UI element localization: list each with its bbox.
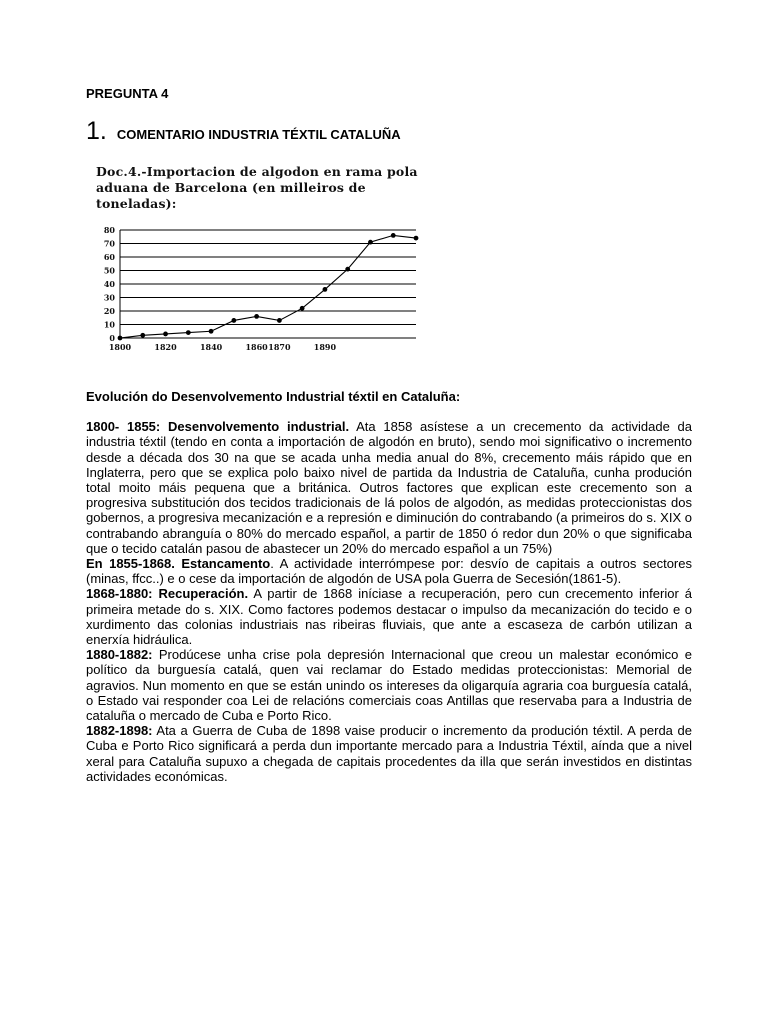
data-point xyxy=(391,233,396,238)
paragraph xyxy=(86,419,692,556)
y-tick-label: 60 xyxy=(103,252,115,262)
document-figure xyxy=(96,164,426,360)
data-point xyxy=(186,330,191,335)
y-tick-label: 30 xyxy=(103,292,115,303)
data-point xyxy=(231,318,236,323)
data-point xyxy=(300,306,305,311)
data-point xyxy=(345,267,350,272)
paragraph xyxy=(86,723,692,784)
x-tick-label: 1890 xyxy=(313,342,337,352)
figure-caption-line-2: aduana de Barcelona (en milleiros de toneladas): xyxy=(96,180,366,211)
data-point xyxy=(277,318,282,323)
data-point xyxy=(414,236,419,241)
paragraph-lead: En 1855-1868. Estancamento xyxy=(86,556,271,572)
y-tick-label: 70 xyxy=(103,238,115,249)
figure-caption xyxy=(96,164,426,212)
paragraph-text: Ata a Guerra de Cuba de 1898 vaise producir o incremento da produción téxtil. A perda de Cuba e Porto Rico significará a perda dun importante mercado para a Industria Téxtil, aínda que a nivel xeral para Cataluña supuxo a chegada de capitais procedentes da illa que serán investidos en distintas actividades económicas. xyxy=(86,723,692,784)
data-point xyxy=(118,336,123,341)
paragraph-text: . A actividade interrómpese por: desvío de capitais a outros sectores (minas, ffcc..) e o cese da importación de algodón de USA pola Guerra de Secesión(1861-5). xyxy=(86,556,692,587)
series-line xyxy=(120,235,416,338)
paragraph xyxy=(86,647,692,723)
paragraph-lead: 1882-1898: xyxy=(86,723,153,739)
y-tick-label: 20 xyxy=(103,306,115,316)
paragraph-text: A partir de 1868 iníciase a recuperación, pero cun crecemento inferior á primeira metade do s. XIX. Como factores podemos destacar o impulso da mecanización do tecido e o xurdimento das colonias industriais nas ribeiras fluviais, que ante a escaseza de carbón utilizan a enerxía hidráulica. xyxy=(86,586,692,648)
x-tick-label: 1820 xyxy=(154,342,177,352)
data-point xyxy=(254,314,259,319)
data-point xyxy=(140,333,145,338)
figure-caption-line-1: Doc.4.-Importacion de algodon en rama pola xyxy=(96,164,418,179)
x-tick-label: 1870 xyxy=(268,342,291,352)
paragraph-lead: 1868-1880: Recuperación. xyxy=(86,586,249,602)
paragraph-text: Ata 1858 asístese a un crecemento da actividade da industria téxtil (tendo en conta a importación de algodón en bruto), sendo moi significativo o incremento desde a década dos 30 na que se acada unha media anual do 8%, crecemento máis rápido que en Inglaterra, pero que se explica polo baixo nivel de partida da Industria de Cataluña, cunha produción total moito máis pequena que a británica. Outros factores que explican este crecemento son a progresiva substitución dos tecidos tradicionais de lá polos de algodón, as medidas proteccionistas dos gobernos, a progresiva mecanización e a represión e diminución do contrabando (a primeiros do s. XIX o contrabando abranguía o 80% do mercado español, a partir de 1850 ó redor dun 20% o que significaba que o tecido catalán pasou de abastecer un 20% do mercado español a un 75%) xyxy=(86,419,692,556)
paragraph xyxy=(86,556,692,586)
section-number: 1. xyxy=(86,117,107,145)
y-tick-label: 50 xyxy=(103,265,115,276)
paragraph-text: Prodúcese unha crise pola depresión Internacional que creou un malestar económico e político da burguesía catalá, quen vai reclamar do Estado medidas proteccionistas: Memorial de agravios. Nun momento en que se están unindo os intereses da oligarquía agraria coa burguesía catalá, o Estado vai responder coa Lei de relacións comerciais coas Antillas que reservaba para a Industria de cataluña o mercado de Cuba e Porto Rico. xyxy=(86,647,692,724)
section-heading xyxy=(86,117,401,146)
body-text xyxy=(86,389,692,784)
data-point xyxy=(163,332,168,337)
x-tick-label: 1840 xyxy=(199,342,223,352)
cotton-import-line-chart xyxy=(96,220,426,356)
y-tick-label: 10 xyxy=(103,319,115,330)
paragraph-lead: 1800- 1855: Desenvolvemento industrial. xyxy=(86,419,350,435)
y-tick-label: 40 xyxy=(103,279,115,289)
y-tick-label: 80 xyxy=(103,225,115,235)
question-title: PREGUNTA 4 xyxy=(86,86,169,101)
paragraph-lead: 1880-1882: xyxy=(86,647,153,663)
paragraph-list xyxy=(86,419,692,784)
x-tick-label: 1800 xyxy=(108,342,132,352)
section-title: COMENTARIO INDUSTRIA TÉXTIL CATALUÑA xyxy=(116,127,401,142)
x-tick-label: 1860 xyxy=(245,342,268,352)
y-tick-label: 0 xyxy=(109,333,115,343)
data-point xyxy=(323,287,328,292)
data-point xyxy=(368,240,373,245)
data-point xyxy=(209,329,214,334)
paragraph xyxy=(86,586,692,647)
evolution-subheading: Evolución do Desenvolvemento Industrial téxtil en Cataluña: xyxy=(86,389,461,404)
